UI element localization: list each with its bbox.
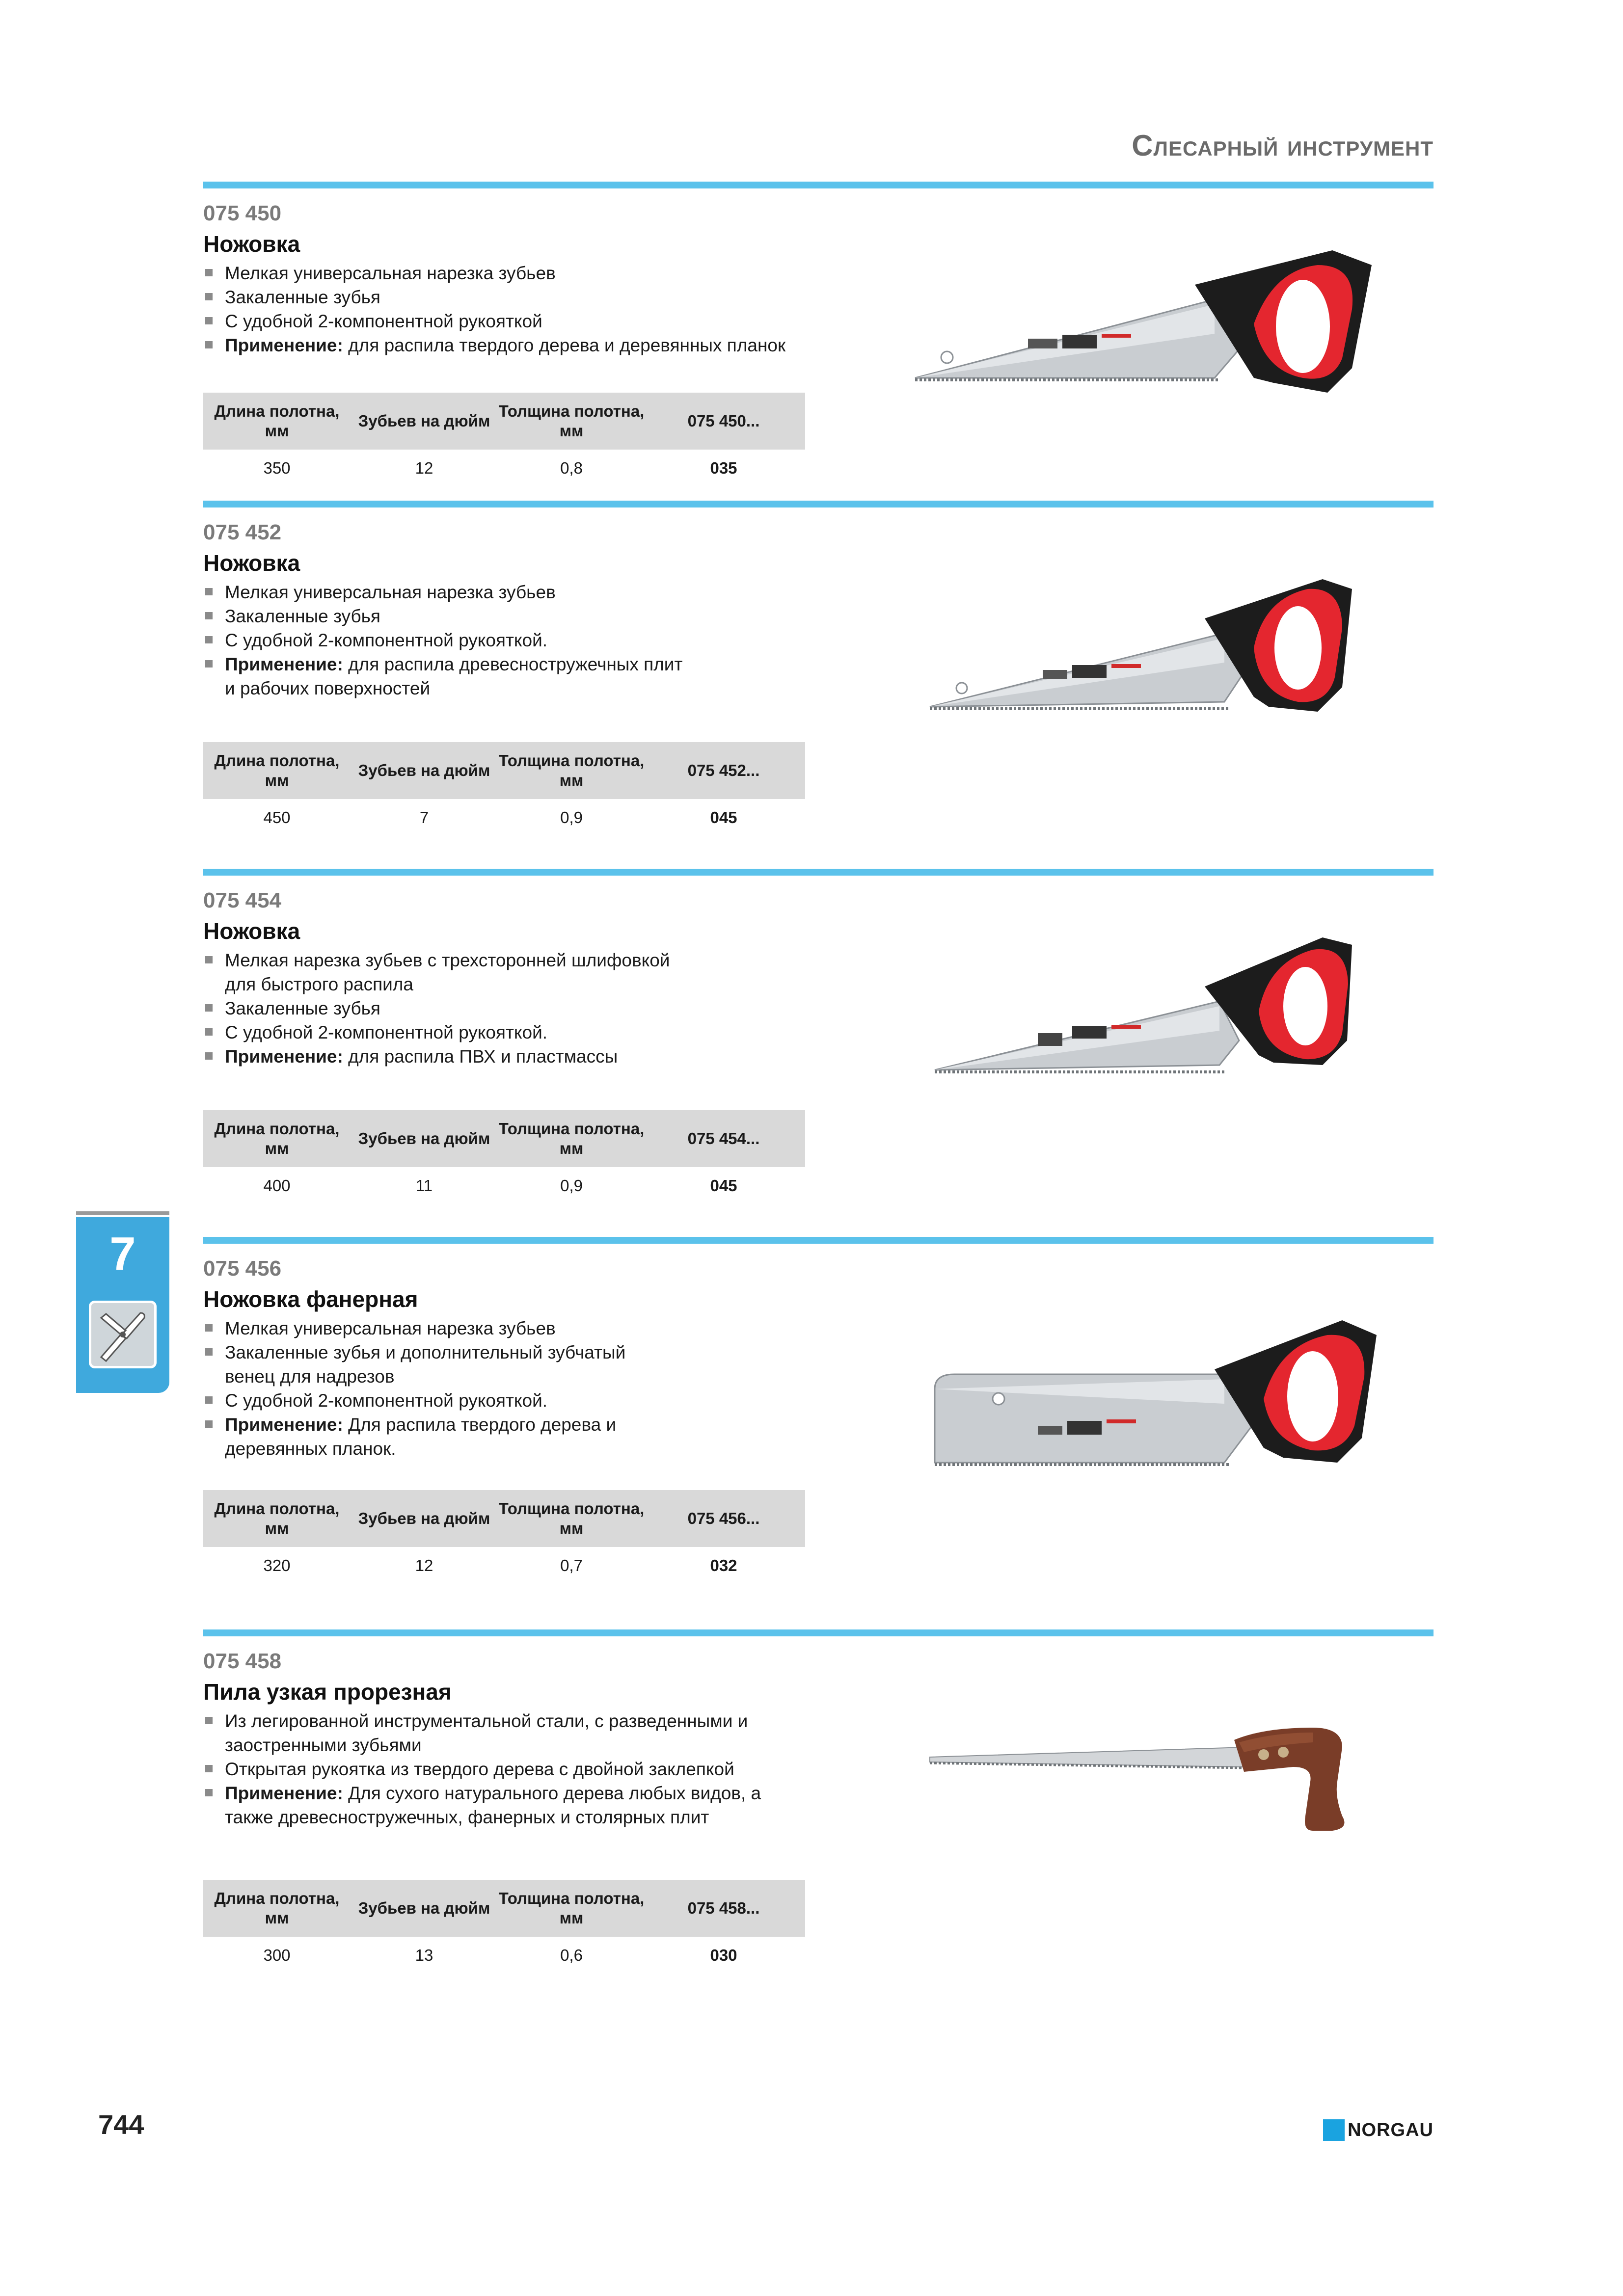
feature-list xyxy=(203,948,694,1068)
col-header-teeth: Зубьев на дюйм xyxy=(358,1129,490,1148)
panel-saw-image xyxy=(920,1296,1411,1492)
col-header-code: 075 454... xyxy=(687,1129,760,1148)
cell-thickness: 0,6 xyxy=(560,1946,583,1964)
article-number: 075 456 xyxy=(203,1256,282,1281)
page-number: 744 xyxy=(98,2109,144,2140)
pliers-icon xyxy=(89,1301,157,1368)
bullet-icon xyxy=(205,1052,213,1060)
bullet-icon xyxy=(205,341,213,348)
cell-length: 400 xyxy=(263,1176,291,1195)
section-divider xyxy=(203,1629,1434,1636)
bullet-icon xyxy=(205,1348,213,1356)
bullet-icon xyxy=(205,293,213,300)
col-header-teeth: Зубьев на дюйм xyxy=(358,1899,490,1917)
col-header-code: 075 452... xyxy=(687,761,760,779)
cell-code: 035 xyxy=(710,459,737,477)
bullet-icon xyxy=(205,1396,213,1404)
product-name: Ножовка фанерная xyxy=(203,1286,418,1312)
col-header-teeth: Зубьев на дюйм xyxy=(358,1509,490,1527)
bullet-icon xyxy=(205,1789,213,1796)
section-divider xyxy=(203,182,1434,188)
feature-item: Из легированной инструментальной стали, с разведенными и заостренными зубьями xyxy=(203,1709,792,1757)
bullet-icon xyxy=(205,1420,213,1428)
feature-item: С удобной 2-компонентной рукояткой xyxy=(203,309,841,333)
feature-item: С удобной 2-компонентной рукояткой. xyxy=(203,1388,675,1413)
spec-table-header xyxy=(203,1880,805,1937)
product-section-075458 xyxy=(203,1629,1434,2002)
cell-thickness: 0,7 xyxy=(560,1556,583,1575)
product-section-075450 xyxy=(203,182,1434,496)
product-name: Пила узкая прорезная xyxy=(203,1679,452,1705)
side-tab-top-bar xyxy=(76,1211,169,1215)
bullet-icon xyxy=(205,1717,213,1724)
cell-teeth: 12 xyxy=(415,1556,433,1575)
bullet-icon xyxy=(205,1028,213,1036)
feature-item: Закаленные зубья xyxy=(203,285,841,309)
cell-thickness: 0,8 xyxy=(560,459,583,477)
handsaw-image xyxy=(920,564,1411,736)
col-header-code: 075 456... xyxy=(687,1509,760,1527)
feature-list xyxy=(203,261,841,357)
feature-item: Применение: Для распила твердого дерева и деревянных планок. xyxy=(203,1413,675,1461)
feature-item: С удобной 2-компонентной рукояткой. xyxy=(203,628,684,652)
brand-square-icon xyxy=(1323,2119,1345,2141)
cell-length: 300 xyxy=(263,1946,291,1964)
spec-table-header xyxy=(203,1490,805,1547)
feature-item: Применение: для распила древесностружечных плит и рабочих поверхностей xyxy=(203,652,684,700)
col-header-length: Длина полотна, мм xyxy=(214,1889,340,1927)
col-header-thickness: Толщина полотна, мм xyxy=(498,402,645,440)
bullet-icon xyxy=(205,588,213,595)
chapter-number: 7 xyxy=(109,1228,136,1280)
bullet-icon xyxy=(205,1004,213,1012)
feature-item: Применение: для распила твердого дерева и деревянных планок xyxy=(203,333,841,357)
bullet-icon xyxy=(205,612,213,619)
article-number: 075 454 xyxy=(203,888,282,912)
article-number: 075 450 xyxy=(203,201,282,225)
feature-item: Мелкая нарезка зубьев с трехсторонней шлифовкой для быстрого распила xyxy=(203,948,694,996)
article-number: 075 452 xyxy=(203,520,282,544)
cell-code: 030 xyxy=(710,1946,737,1964)
cell-length: 350 xyxy=(263,459,291,477)
brand-logo xyxy=(1323,2119,1434,2141)
cell-teeth: 7 xyxy=(419,808,429,827)
col-header-length: Длина полотна, мм xyxy=(214,1499,340,1537)
product-section-075452 xyxy=(203,501,1434,854)
bullet-icon xyxy=(205,636,213,643)
section-divider xyxy=(203,501,1434,507)
col-header-thickness: Толщина полотна, мм xyxy=(498,751,645,789)
cell-teeth: 12 xyxy=(415,459,433,477)
col-header-length: Длина полотна, мм xyxy=(214,1120,340,1157)
col-header-code: 075 458... xyxy=(687,1899,760,1917)
feature-item: Мелкая универсальная нарезка зубьев xyxy=(203,261,863,285)
feature-item: Применение: Для сухого натурального дерева любых видов, а также древесностружечных, фанерных и столярных плит xyxy=(203,1781,792,1829)
section-divider xyxy=(203,869,1434,876)
handsaw-image xyxy=(900,231,1416,417)
product-name: Ножовка xyxy=(203,550,300,576)
product-name: Ножовка xyxy=(203,231,300,257)
cell-thickness: 0,9 xyxy=(560,1176,583,1195)
bullet-icon xyxy=(205,1324,213,1332)
spec-table-header xyxy=(203,742,805,799)
cell-code: 045 xyxy=(710,1176,737,1195)
col-header-thickness: Толщина полотна, мм xyxy=(498,1120,645,1157)
keyhole-saw-image xyxy=(920,1718,1411,1865)
col-header-teeth: Зубьев на дюйм xyxy=(358,412,490,430)
col-header-thickness: Толщина полотна, мм xyxy=(498,1499,645,1537)
cell-teeth: 11 xyxy=(415,1176,433,1195)
feature-list xyxy=(203,580,684,700)
col-header-thickness: Толщина полотна, мм xyxy=(498,1889,645,1927)
col-header-teeth: Зубьев на дюйм xyxy=(358,761,490,779)
feature-item: Мелкая универсальная нарезка зубьев xyxy=(203,580,684,604)
spec-table-header xyxy=(203,393,805,450)
brand-name: NORGAU xyxy=(1348,2119,1434,2140)
feature-item: Открытая рукоятка из твердого дерева с двойной заклепкой xyxy=(203,1757,792,1781)
feature-list xyxy=(203,1709,792,1829)
product-name: Ножовка xyxy=(203,918,300,944)
cell-thickness: 0,9 xyxy=(560,808,583,827)
cell-code: 045 xyxy=(710,808,737,827)
bullet-icon xyxy=(205,317,213,324)
cell-code: 032 xyxy=(710,1556,737,1575)
page-header-title: Слесарный инструмент xyxy=(1132,129,1434,162)
cell-teeth: 13 xyxy=(415,1946,433,1964)
spec-table-header xyxy=(203,1110,805,1167)
cell-length: 320 xyxy=(263,1556,291,1575)
feature-list xyxy=(203,1316,675,1461)
feature-item: Закаленные зубья xyxy=(203,996,694,1020)
col-header-code: 075 450... xyxy=(687,412,760,430)
bullet-icon xyxy=(205,660,213,667)
col-header-length: Длина полотна, мм xyxy=(214,751,340,789)
article-number: 075 458 xyxy=(203,1649,282,1673)
feature-item: С удобной 2-компонентной рукояткой. xyxy=(203,1020,694,1044)
feature-item: Применение: для распила ПВХ и пластмассы xyxy=(203,1044,694,1068)
feature-item: Закаленные зубья и дополнительный зубчатый венец для надрезов xyxy=(203,1340,675,1388)
feature-item: Мелкая универсальная нарезка зубьев xyxy=(203,1316,675,1340)
product-section-075456 xyxy=(203,1237,1434,1629)
chapter-tab[interactable] xyxy=(76,1217,169,1393)
bullet-icon xyxy=(205,269,213,276)
handsaw-image xyxy=(930,923,1401,1085)
cell-length: 450 xyxy=(263,808,291,827)
product-section-075454 xyxy=(203,869,1434,1222)
col-header-length: Длина полотна, мм xyxy=(214,402,340,440)
section-divider xyxy=(203,1237,1434,1244)
feature-item: Закаленные зубья xyxy=(203,604,684,628)
bullet-icon xyxy=(205,1765,213,1772)
bullet-icon xyxy=(205,956,213,963)
